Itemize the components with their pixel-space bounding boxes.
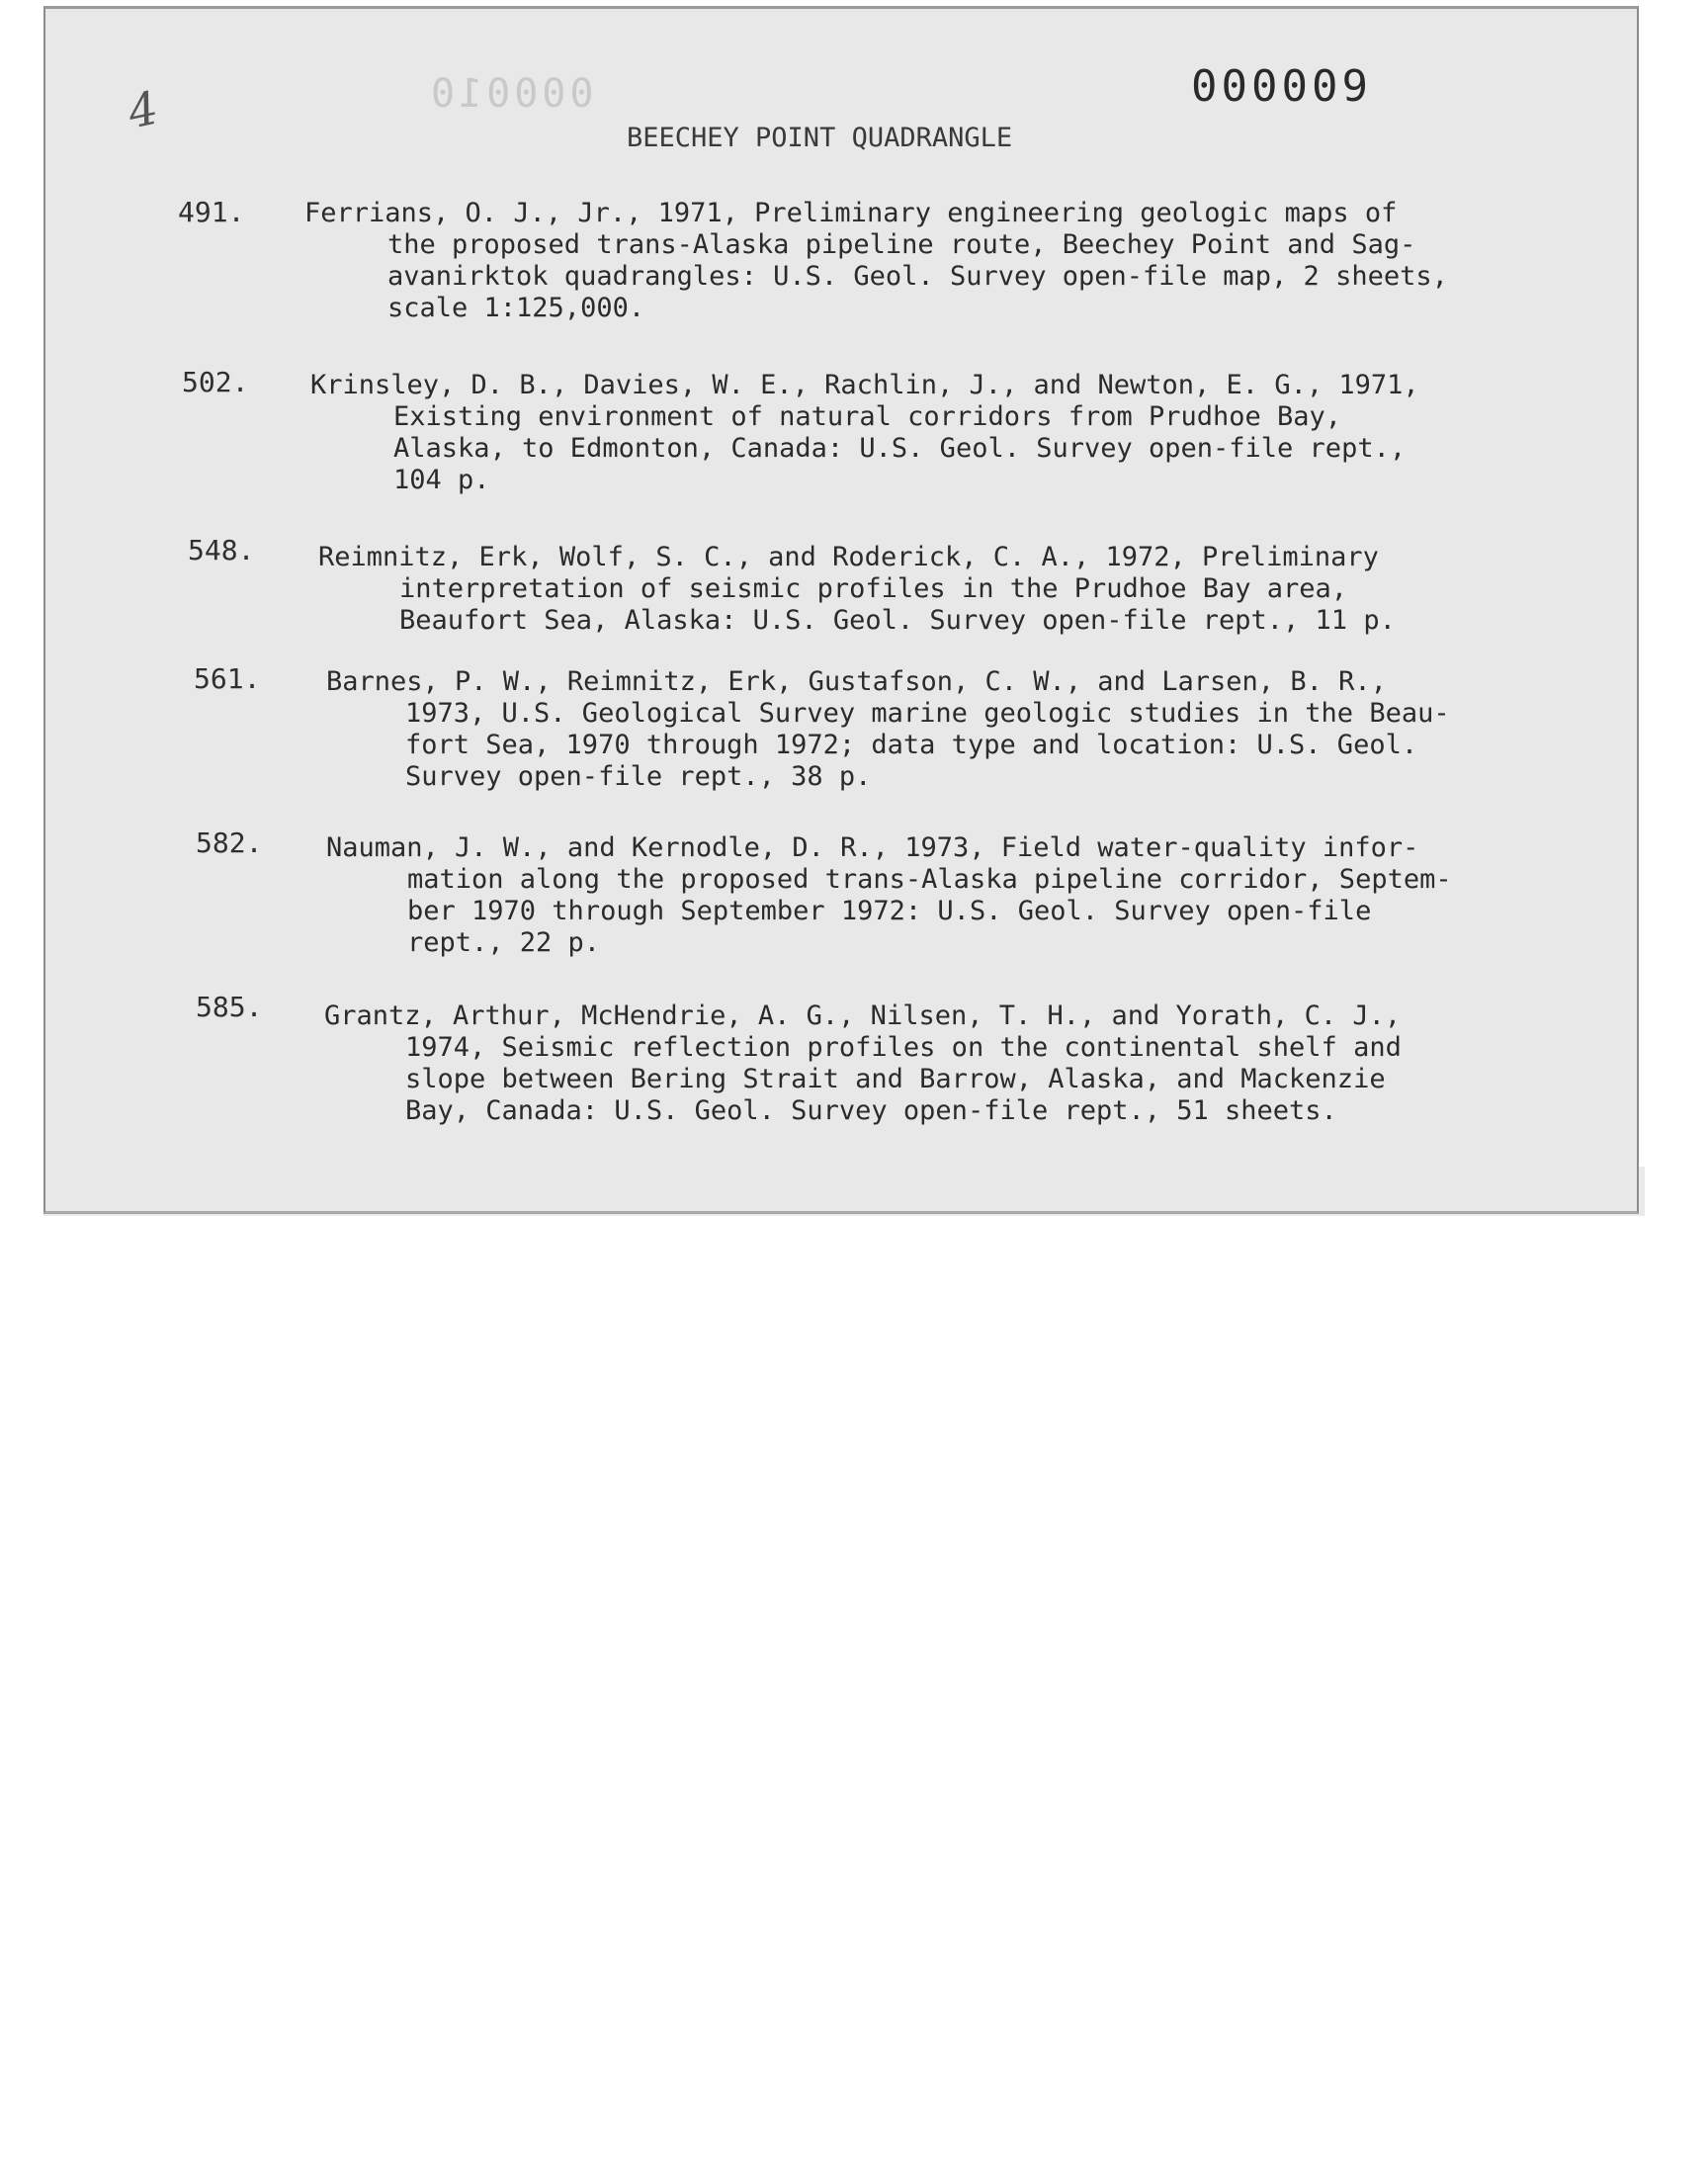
entry-line: mation along the proposed trans-Alaska pipeline corridor, Septem- xyxy=(407,864,1452,895)
entry-line: Krinsley, D. B., Davies, W. E., Rachlin, J., and Newton, E. G., 1971, xyxy=(310,370,1419,400)
entry-number: 548. xyxy=(188,534,255,566)
entry-line: Existing environment of natural corridors from Prudhoe Bay, xyxy=(393,401,1342,432)
entry-line: 1974, Seismic reflection profiles on the continental shelf and xyxy=(405,1032,1402,1063)
entry-line: interpretation of seismic profiles in the Prudhoe Bay area, xyxy=(399,573,1348,604)
handwritten-mark: 4 xyxy=(123,80,163,139)
entry-line: Nauman, J. W., and Kernodle, D. R., 1973, Field water-quality infor- xyxy=(326,832,1419,863)
entry-line: Beaufort Sea, Alaska: U.S. Geol. Survey open-file rept., 11 p. xyxy=(399,605,1396,636)
entry-line: Bay, Canada: U.S. Geol. Survey open-file rept., 51 sheets. xyxy=(405,1095,1337,1126)
entry-line: Barnes, P. W., Reimnitz, Erk, Gustafson, C. W., and Larsen, B. R., xyxy=(326,666,1387,697)
entry-line: Ferrians, O. J., Jr., 1971, Preliminary engineering geologic maps of xyxy=(304,198,1398,228)
entry-line: rept., 22 p. xyxy=(407,927,601,958)
entry-line: Alaska, to Edmonton, Canada: U.S. Geol. Survey open-file rept., xyxy=(393,433,1407,464)
entry-line: 104 p. xyxy=(393,465,490,495)
entry-line: ber 1970 through September 1972: U.S. Geol. Survey open-file xyxy=(407,896,1372,926)
entry-line: 1973, U.S. Geological Survey marine geologic studies in the Beau- xyxy=(405,698,1450,729)
entry-line: Survey open-file rept., 38 p. xyxy=(405,761,872,792)
entry-number: 561. xyxy=(194,662,261,695)
entry-number: 491. xyxy=(178,196,245,228)
ghost-stamp-number: 000010 xyxy=(427,71,594,117)
entry-line: Reimnitz, Erk, Wolf, S. C., and Roderick, C. A., 1972, Preliminary xyxy=(318,542,1379,572)
entry-line: Grantz, Arthur, McHendrie, A. G., Nilsen, T. H., and Yorath, C. J., xyxy=(324,1000,1402,1031)
entry-line: slope between Bering Strait and Barrow, Alaska, and Mackenzie xyxy=(405,1064,1386,1094)
entry-line: avanirktok quadrangles: U.S. Geol. Survey open-file map, 2 sheets, xyxy=(387,261,1448,292)
page-title: BEECHEY POINT QUADRANGLE xyxy=(627,123,1013,153)
entry-number: 582. xyxy=(196,826,263,859)
entry-line: scale 1:125,000. xyxy=(387,293,645,323)
entry-line: the proposed trans-Alaska pipeline route, Beechey Point and Sag- xyxy=(387,229,1416,260)
entry-number: 585. xyxy=(196,991,263,1023)
stamp-number: 000009 xyxy=(1191,61,1372,112)
entry-line: fort Sea, 1970 through 1972; data type and location: U.S. Geol. xyxy=(405,730,1418,760)
entry-number: 502. xyxy=(182,366,249,398)
